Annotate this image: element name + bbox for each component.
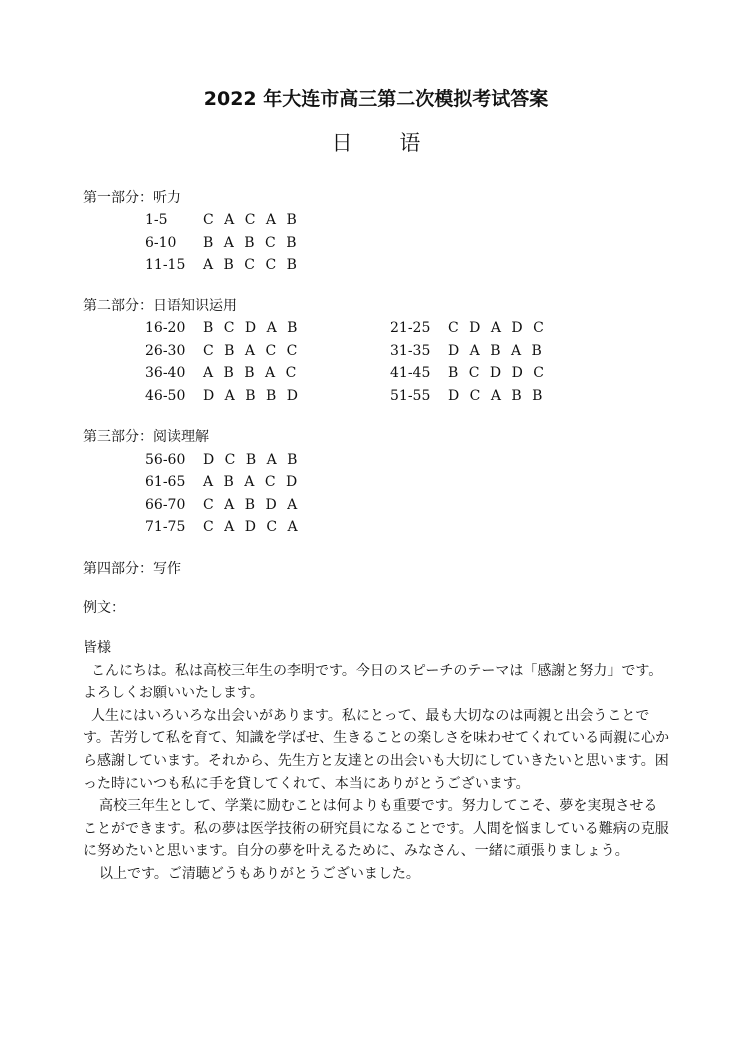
essay-closing: 以上です。ご清聴どうもありがとうございました。: [99, 865, 420, 882]
answer-row: [145, 386, 301, 406]
answer-letters: A B B A C: [203, 365, 300, 381]
answer-row: [145, 472, 300, 492]
question-range: 1-5: [145, 212, 168, 228]
answer-row: [390, 386, 545, 406]
section1-heading: 第一部分：听力: [83, 190, 181, 206]
answer-row: [390, 341, 545, 361]
answer-row: [145, 255, 300, 275]
answer-letters: D C B A B: [203, 452, 301, 468]
question-range: 11-15: [145, 257, 186, 273]
answer-letters: C D A D C: [448, 320, 547, 336]
question-range: 6-10: [145, 235, 177, 251]
answer-row: [145, 450, 300, 470]
answer-letters: A B A C D: [203, 474, 301, 490]
answer-row: [145, 517, 301, 537]
answer-row: [390, 363, 547, 383]
section3-heading: 第三部分：阅读理解: [83, 429, 209, 445]
answer-row: [145, 363, 299, 383]
question-range: 71-75: [145, 519, 186, 535]
question-range: 26-30: [145, 343, 186, 359]
question-range: 31-35: [390, 343, 431, 359]
answer-row: [145, 233, 300, 253]
essay-salutation: 皆様: [83, 640, 111, 656]
answer-letters: B C D D C: [448, 365, 547, 381]
question-range: 51-55: [390, 388, 431, 404]
document-title: 2022 年大连市高三第二次模拟考试答案: [203, 88, 549, 110]
answer-row: [145, 318, 300, 338]
answer-letters: C B A C C: [203, 343, 301, 359]
question-range: 46-50: [145, 388, 186, 404]
answer-letters: C A C A B: [203, 212, 300, 228]
answer-letters: B C D A B: [203, 320, 301, 336]
answer-letters: A B C C B: [203, 257, 300, 273]
essay-paragraph: 人生にはいろいろな出会いがあります。私にとって、最も大切なのは両親と出会うことです。苦労して私を育て、知識を学ばせ、生きることの楽しさを味わせてくれている両親に心から感謝しています。それから、先生方と友達との出会いも大切にしていきたいと思います。困った時にいつも私に手を貸してくれて、本当にありがとうございます。: [83, 707, 670, 792]
answer-letters: B A B C B: [203, 235, 300, 251]
answer-letters: C A D C A: [203, 519, 301, 535]
answer-letters: D A B B D: [203, 388, 301, 404]
question-range: 66-70: [145, 497, 186, 513]
question-range: 21-25: [390, 320, 431, 336]
answer-letters: C A B D A: [203, 497, 301, 513]
document-subtitle: 日 语: [331, 131, 441, 155]
answer-row: [145, 210, 300, 230]
answer-letters: D A B A B: [448, 343, 545, 359]
question-range: 41-45: [390, 365, 431, 381]
question-range: 61-65: [145, 474, 186, 490]
answer-letters: D C A B B: [448, 388, 546, 404]
essay-paragraph: こんにちは。私は高校三年生の李明です。今日のスピーチのテーマは「感謝と努力」です。よろしくお願いいたします。: [83, 662, 663, 702]
example-essay: [83, 637, 671, 886]
answer-row: [145, 341, 300, 361]
section4-heading: 第四部分：写作: [83, 561, 181, 577]
question-range: 56-60: [145, 452, 186, 468]
question-range: 16-20: [145, 320, 186, 336]
section2-heading: 第二部分：日语知识运用: [83, 298, 237, 314]
answer-row: [390, 318, 547, 338]
question-range: 36-40: [145, 365, 186, 381]
example-label: 例文：: [83, 600, 125, 616]
essay-paragraph: 高校三年生として、学業に励むことは何よりも重要です。努力してこそ、夢を実現させることができます。私の夢は医学技術の研究員になることです。人間を悩ましている難病の克服に努めたいと思います。自分の夢を叶えるために、みなさん、一緒に頑張りましょう。: [83, 798, 669, 860]
answer-row: [145, 495, 300, 515]
